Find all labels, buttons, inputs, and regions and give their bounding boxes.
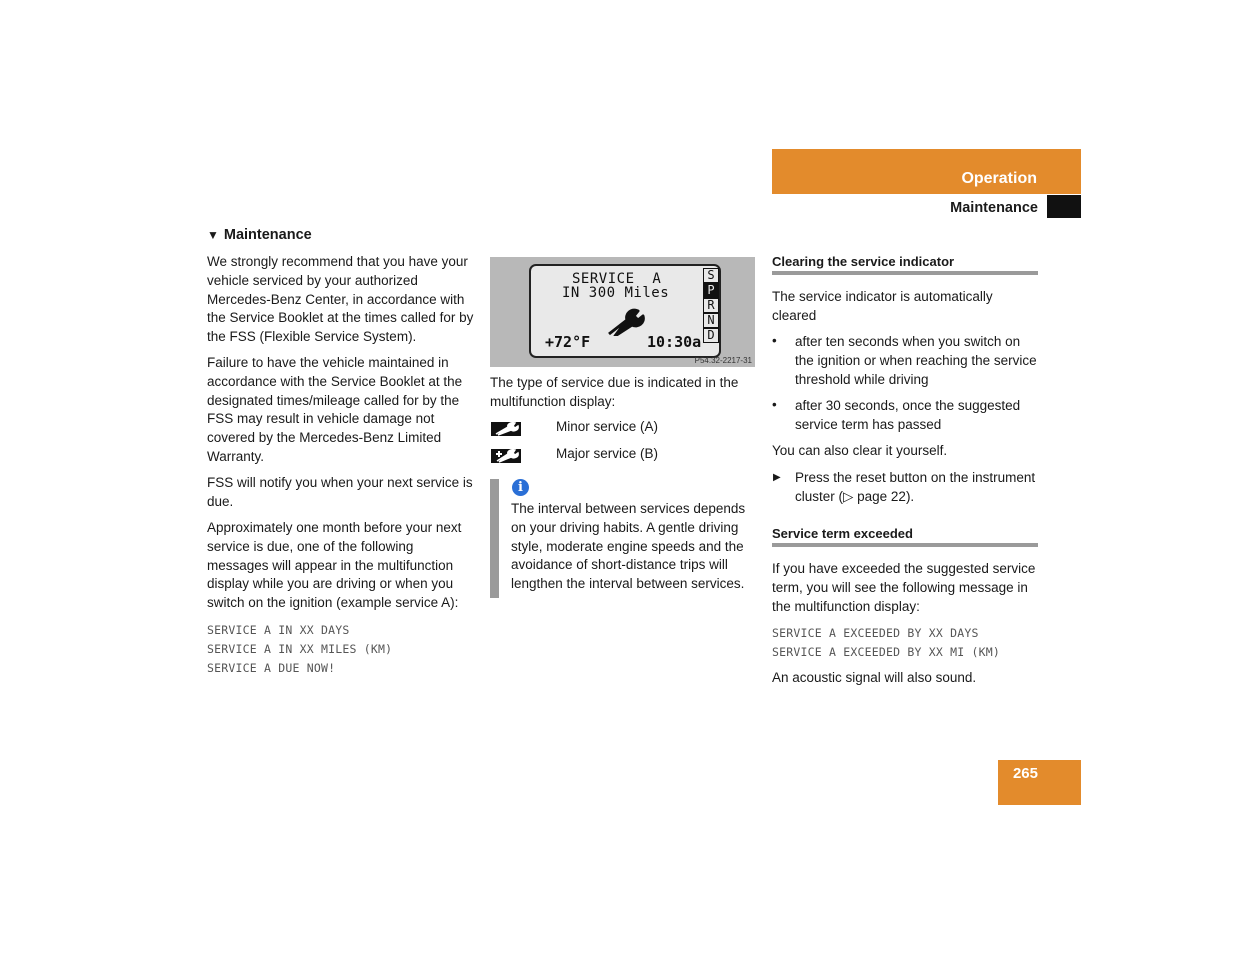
warning-paragraph: Failure to have the vehicle maintained in accordance with the Service Booklet at the designated times/mileage called for by the FSS may result in vehicle damage not covered by the Mercedes-Benz Limited Warranty. bbox=[207, 355, 463, 464]
bullet-marker: • bbox=[772, 397, 777, 412]
arrow-right-icon: ▶ bbox=[773, 472, 781, 483]
figure-code: P54.32-2217-31 bbox=[694, 356, 752, 365]
page-number-tab bbox=[998, 760, 1081, 805]
info-icon: i bbox=[512, 479, 529, 496]
fss-paragraph: FSS will notify you when your next service is due. bbox=[207, 475, 473, 509]
subsection-title: Maintenance bbox=[950, 200, 1038, 216]
gear-n: N bbox=[703, 313, 719, 328]
clearing-paragraph: The service indicator is automatically cleared bbox=[772, 289, 993, 323]
lcd-temperature: +72°F bbox=[545, 333, 591, 351]
message-line: SERVICE A EXCEEDED BY XX MI (KM) bbox=[772, 644, 1000, 659]
maintenance-heading: ▼ Maintenance bbox=[207, 227, 312, 243]
bullet-marker: • bbox=[772, 333, 777, 348]
gear-p: P bbox=[703, 283, 719, 298]
intro-paragraph: We strongly recommend that you have your vehicle serviced by your authorized Mercedes-Benz Center, in accordance with the Service Booklet at the times called for by the FSS (Flexible Service System). bbox=[207, 254, 474, 345]
display-paragraph: The type of service due is indicated in the multifunction display: bbox=[490, 375, 739, 409]
subsection-marker bbox=[1047, 195, 1081, 218]
info-sidebar bbox=[490, 479, 499, 598]
gear-s: S bbox=[703, 268, 719, 283]
major-service-label: Major service (B) bbox=[556, 446, 659, 461]
page-number: 265 bbox=[1012, 765, 1038, 782]
exceeded-paragraph: If you have exceeded the suggested service term, you will see the following message in the multifunction display: bbox=[772, 561, 1036, 614]
triangle-down-icon: ▼ bbox=[207, 228, 219, 242]
reset-step: Press the reset button on the instrument cluster (▷ page 22). bbox=[795, 470, 1036, 504]
lcd-clock: 10:30a bbox=[647, 333, 702, 351]
exceeded-message-list bbox=[772, 624, 1038, 662]
acoustic-paragraph: An acoustic signal will also sound. bbox=[772, 670, 977, 685]
bullet-ten-seconds: after ten seconds when you switch on the ignition or when reaching the service threshold while driving bbox=[795, 334, 1037, 387]
multifunction-display-figure bbox=[490, 257, 755, 367]
gear-r: R bbox=[703, 298, 719, 313]
section-title: Operation bbox=[961, 170, 1037, 187]
wrench-icon bbox=[491, 422, 521, 436]
message-list bbox=[207, 621, 475, 677]
lcd-service-line: SERVICE A bbox=[572, 271, 662, 287]
lcd-distance-line: IN 300 Miles bbox=[562, 285, 670, 301]
clear-yourself-paragraph: You can also clear it yourself. bbox=[772, 443, 948, 458]
message-line: SERVICE A IN XX DAYS bbox=[207, 623, 350, 637]
message-line: SERVICE A EXCEEDED BY XX DAYS bbox=[772, 626, 979, 640]
gear-indicator bbox=[703, 268, 719, 343]
lcd-panel bbox=[529, 264, 721, 358]
message-line: SERVICE A DUE NOW! bbox=[207, 660, 336, 675]
minor-service-label: Minor service (A) bbox=[556, 419, 659, 434]
clearing-heading: Clearing the service indicator bbox=[772, 254, 1038, 275]
wrench-icon bbox=[607, 308, 647, 336]
message-line: SERVICE A IN XX MILES (KM) bbox=[207, 641, 393, 656]
info-paragraph: The interval between services depends on your driving habits. A gentle driving style, moderate engine speeds and the avoidance of short-distance trips will lengthen the interval between services. bbox=[511, 501, 746, 592]
messages-intro-paragraph: Approximately one month before your next service is due, one of the following messages will appear in the multifunction display while you are driving or when you switch on the ignition (example service A): bbox=[207, 520, 462, 611]
wrench-plus-icon bbox=[491, 449, 521, 463]
gear-d: D bbox=[703, 328, 719, 343]
bullet-thirty-seconds: after 30 seconds, once the suggested service term has passed bbox=[795, 398, 1021, 432]
exceeded-heading: Service term exceeded bbox=[772, 526, 1038, 547]
section-header-band bbox=[772, 149, 1081, 194]
